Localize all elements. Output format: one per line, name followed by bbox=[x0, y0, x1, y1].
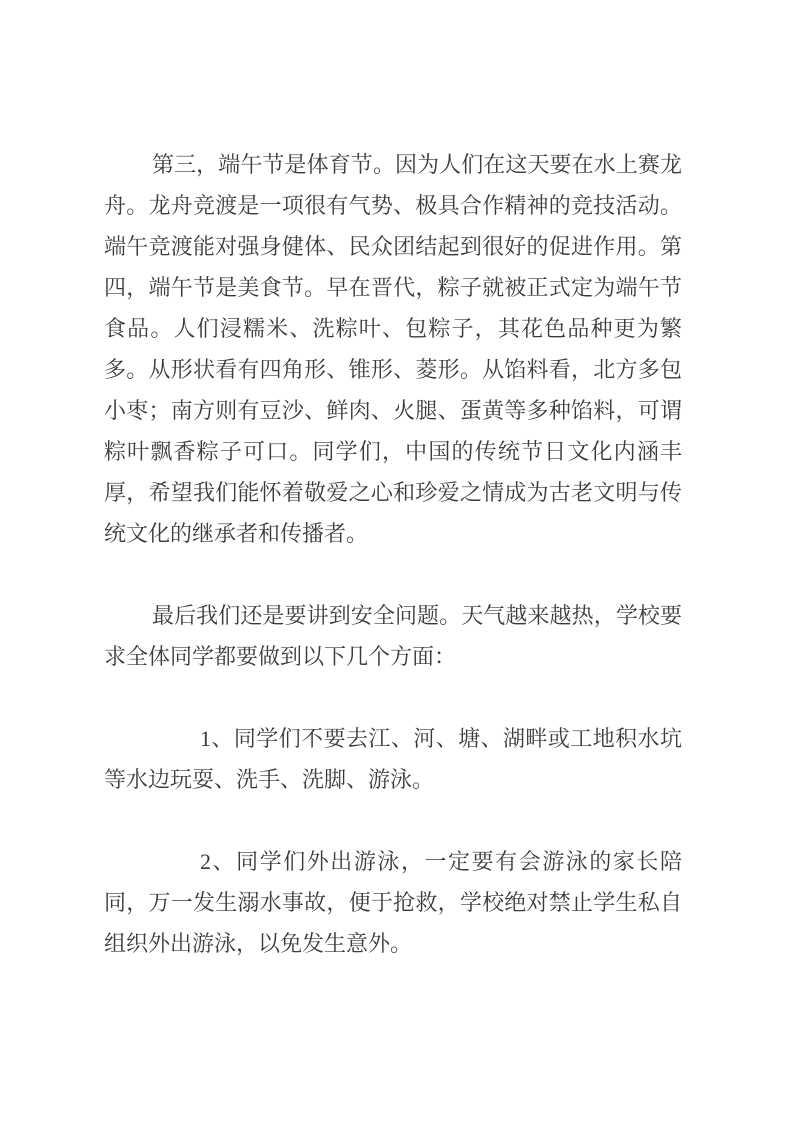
paragraph-festival-sports-and-food: 第三，端午节是体育节。因为人们在这天要在水上赛龙舟。龙舟竞渡是一项很有气势、极具合作精神的竞技活动。端午竞渡能对强身健体、民众团结起到很好的促进作用。第四，端午节是美食节。早在晋代，粽子就被正式定为端午节食品。人们浸糯米、洗粽叶、包粽子，其花色品种更为繁多。从形状看有四角形、锥形、菱形。从馅料看，北方多包小枣；南方则有豆沙、鲜肉、火腿、蛋黄等多种馅料，可谓粽叶飘香粽子可口。同学们，中国的传统节日文化内涵丰厚，希望我们能怀着敬爱之心和珍爱之情成为古老文明与传统文化的继承者和传播者。 bbox=[104, 152, 682, 546]
paragraph-safety-intro: 最后我们还是要讲到安全问题。天气越来越热，学校要求全体同学都要做到以下几个方面： bbox=[104, 603, 682, 669]
paragraph-safety-rule-1: 1、同学们不要去江、河、塘、湖畔或工地积水坑等水边玩耍、洗手、洗脚、游泳。 bbox=[104, 726, 682, 792]
document-body bbox=[104, 144, 682, 964]
paragraph-safety-rule-2: 2、同学们外出游泳，一定要有会游泳的家长陪同，万一发生溺水事故，便于抢救，学校绝对禁止学生私自组织外出游泳，以免发生意外。 bbox=[104, 849, 682, 956]
